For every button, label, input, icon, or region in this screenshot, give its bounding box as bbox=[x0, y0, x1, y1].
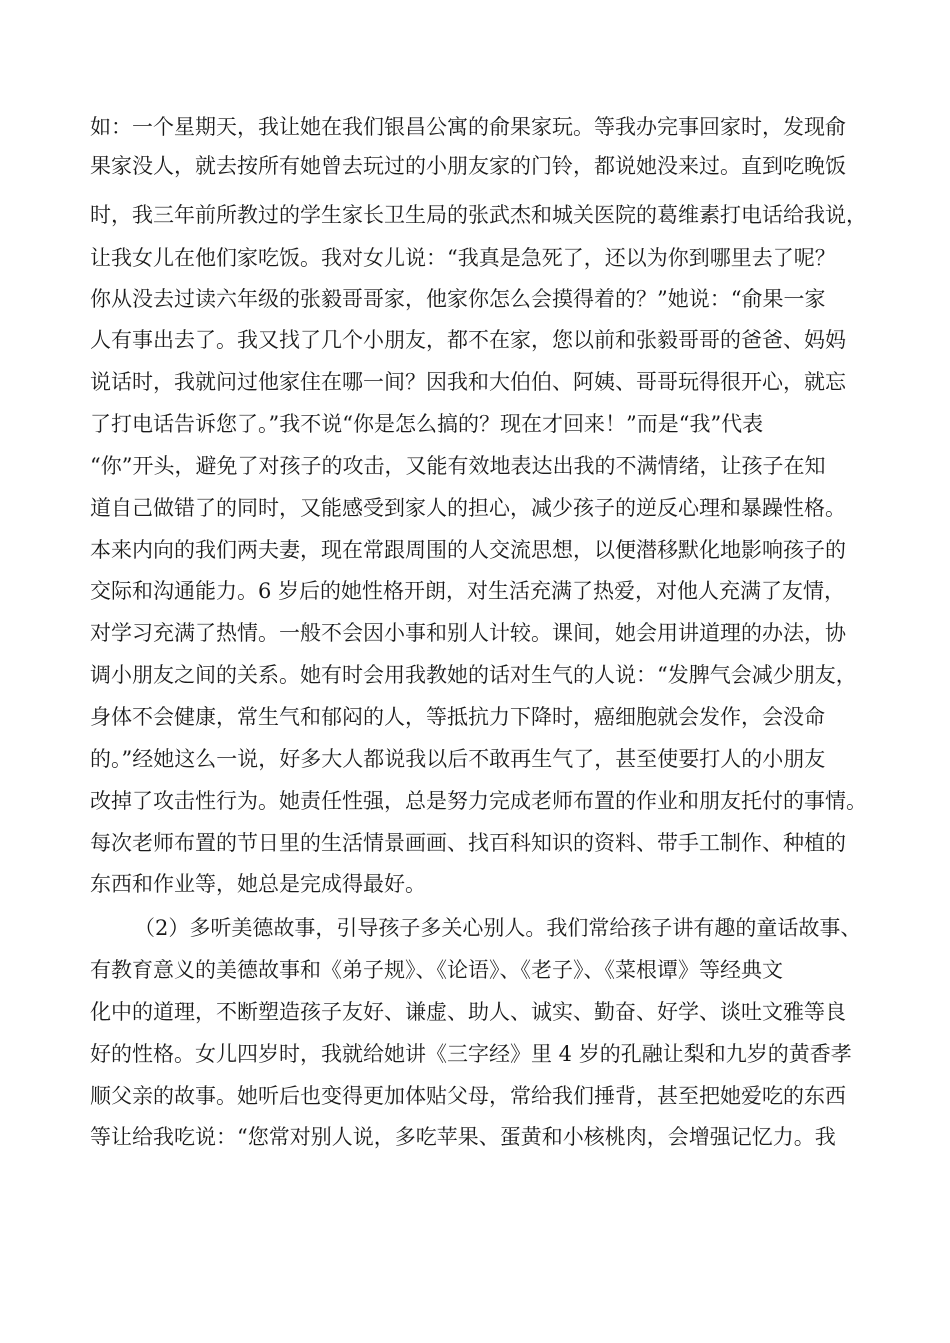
text-line: 人有事出去了。我又找了几个小朋友，都不在家，您以前和张毅哥哥的爸爸、妈妈 bbox=[90, 328, 846, 352]
paragraph-2-first-line: （2）多听美德故事，引导孩子多关心别人。我们常给孩子讲有趣的童话故事、 bbox=[134, 916, 862, 940]
text-line: 让我女儿在他们家吃饭。我对女儿说：“我真是急死了，还以为你到哪里去了呢？ bbox=[90, 246, 836, 270]
text-line: 等让给我吃说：“您常对别人说，多吃苹果、蛋黄和小核桃肉，会增强记忆力。我 bbox=[90, 1125, 836, 1149]
text-line: 你从没去过读六年级的张毅哥哥家，他家你怎么会摸得着的？”她说：“俞果一家 bbox=[90, 287, 826, 311]
text-line: 本来内向的我们两夫妻，现在常跟周围的人交流思想，以便潜移默化地影响孩子的 bbox=[90, 538, 846, 562]
text-line: 的。”经她这么一说，好多大人都说我以后不敢再生气了，甚至使要打人的小朋友 bbox=[90, 747, 826, 771]
text-line: 道自己做错了的同时，又能感受到家人的担心，减少孩子的逆反心理和暴躁性格。 bbox=[90, 496, 846, 520]
text-line: 有教育意义的美德故事和《弟子规》、《论语》、《老子》、《菜根谭》等经典文 bbox=[90, 958, 783, 982]
text-line: 时，我三年前所教过的学生家长卫生局的张武杰和城关医院的葛维素打电话给我说， bbox=[90, 203, 867, 227]
text-line: 身体不会健康，常生气和郁闷的人，等抵抗力下降时，癌细胞就会发作，会没命 bbox=[90, 705, 825, 729]
text-line: 对学习充满了热情。一般不会因小事和别人计较。课间，她会用讲道理的办法，协 bbox=[90, 621, 846, 645]
text-line: “你”开头，避免了对孩子的攻击，又能有效地表达出我的不满情绪，让孩子在知 bbox=[90, 454, 826, 478]
text-line: 交际和沟通能力。6 岁后的她性格开朗，对生活充满了热爱，对他人充满了友情， bbox=[90, 579, 846, 603]
text-line: 东西和作业等，她总是完成得最好。 bbox=[90, 872, 426, 896]
text-line: 说话时，我就问过他家住在哪一间？因我和大伯伯、阿姨、哥哥玩得很开心，就忘 bbox=[90, 370, 846, 394]
text-line: 了打电话告诉您了。”我不说“你是怎么搞的？现在才回来！”而是“我”代表 bbox=[90, 412, 764, 436]
text-line: 化中的道理，不断塑造孩子友好、谦虚、助人、诚实、勤奋、好学、谈吐文雅等良 bbox=[90, 1000, 846, 1024]
text-line: 好的性格。女儿四岁时，我就给她讲《三字经》里 4 岁的孔融让梨和九岁的黄香孝 bbox=[90, 1042, 852, 1066]
text-line: 每次老师布置的节日里的生活情景画画、找百科知识的资料、带手工制作、种植的 bbox=[90, 831, 846, 855]
text-line: 果家没人，就去按所有她曾去玩过的小朋友家的门铃，都说她没来过。直到吃晚饭 bbox=[90, 154, 846, 178]
text-line: 改掉了攻击性行为。她责任性强，总是努力完成老师布置的作业和朋友托付的事情。 bbox=[90, 789, 867, 813]
text-line: 调小朋友之间的关系。她有时会用我教她的话对生气的人说：“发脾气会减少朋友， bbox=[90, 663, 857, 687]
text-line: 如：一个星期天，我让她在我们银昌公寓的俞果家玩。等我办完事回家时，发现俞 bbox=[90, 115, 846, 139]
text-line: 顺父亲的故事。她听后也变得更加体贴父母，常给我们捶背，甚至把她爱吃的东西 bbox=[90, 1084, 846, 1108]
